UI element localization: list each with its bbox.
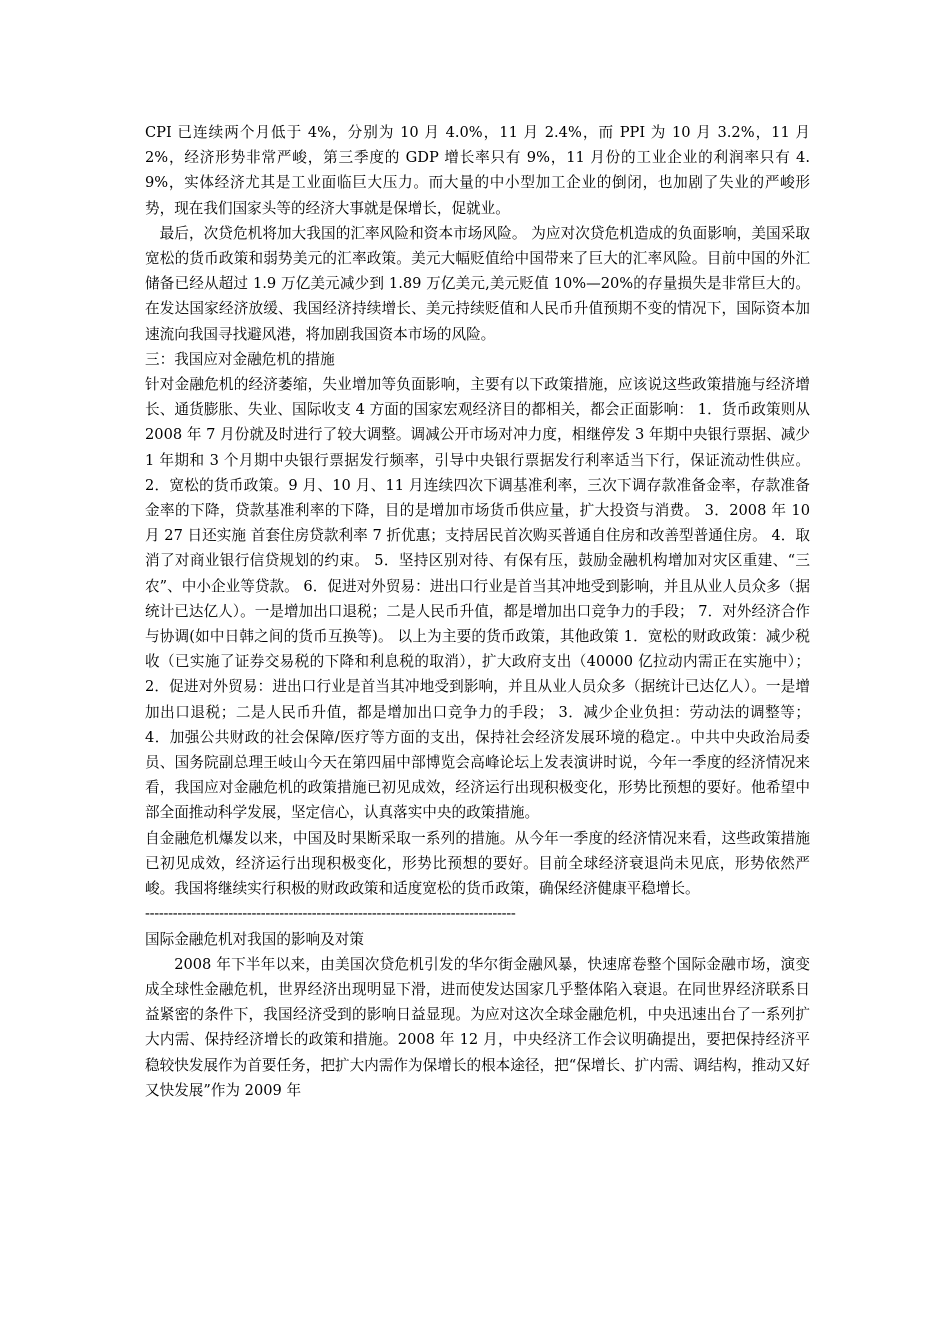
paragraph-since-crisis: 自金融危机爆发以来，中国及时果断采取一系列的措施。从今年一季度的经济情况来看，这些政策措施已初见成效，经济运行出现积极变化，形势比预想的要好。目前全球经济衰退尚未见底，形势依然严峻。我国将继续实行积极的财政政策和适度宽松的货币政策，确保经济健康平稳增长。 [145,829,810,898]
document-page [145,120,810,1103]
article-title: 国际金融危机对我国的影响及对策 [145,930,364,948]
paragraph-policy-measures: 针对金融危机的经济萎缩，失业增加等负面影响，主要有以下政策措施，应该说这些政策措施与经济增长、通货膨胀、失业、国际收支 4 方面的国家宏观经济目的都相关，都会正面影响： 1．货币政策则从 2008 年 7 月份就及时进行了较大调整。调减公开市场对冲力度，相继停发 3 年期中央银行票据、减少 1 年期和 3 个月期中央银行票据发行频率，引导中央银行票据发行利率适当下行，保证流动性供应。 2．宽松的货币政策。9 月、10 月、11 月连续四次下调基准利率，三次下调存款准备金率，存款准备金率的下降，贷款基准利率的下降，目的是增加市场货币供应量，扩大投资与消费。 3．2008 年 10 月 27 日还实施 首套住房贷款利率 7 折优惠；支持居民首次购买普通自住房和改善型普通住房。 4．取消了对商业银行信贷规划的约束。 5．坚持区别对待、有保有压，鼓励金融机构增加对灾区重建、“三农”、中小企业等贷款。 6．促进对外贸易：进出口行业是首当其冲地受到影响，并且从业人员众多（据统计已达亿人）。一是增加出口退税；二是人民币升值，都是增加出口竞争力的手段； 7．对外经济合作与协调(如中日韩之间的货币互换等)。 以上为主要的货币政策，其他政策 1．宽松的财政政策：减少税收（已实施了证券交易税的下降和利息税的取消），扩大政府支出（40000 亿拉动内需正在实施中）； 2．促进对外贸易：进出口行业是首当其冲地受到影响，并且从业人员众多（据统计已达亿人）。一是增加出口退税；二是人民币升值，都是增加出口竞争力的手段； 3．减少企业负担：劳动法的调整等； 4．加强公共财政的社会保障/医疗等方面的支出，保持社会经济发展环境的稳定.。中共中央政治局委员、国务院副总理王岐山今天在第四届中部博览会高峰论坛上发表演讲时说，今年一季度的经济情况来看，我国应对金融危机的政策措施已初见成效，经济运行出现积极变化，形势比预想的要好。他希望中部全面推动科学发展，坚定信心，认真落实中央的政策措施。 [145,376,810,822]
paragraph-inflation: CPI 已连续两个月低于 4%，分别为 10 月 4.0%，11 月 2.4%，而 PPI 为 10 月 3.2%，11 月 2%，经济形势非常严峻，第三季度的 GDP 增长率只有 9%，11 月份的工业企业的利润率只有 4.9%，实体经济尤其是工业面临巨大压力。而大量的中小型加工企业的倒闭，也加剧了失业的严峻形势，现在我们国家头等的经济大事就是保增长，促就业。 [145,124,810,217]
section-heading-measures: 三：我国应对金融危机的措施 [145,350,335,368]
dashed-divider: -------------------------------------------------------------------------------- [145,905,516,923]
paragraph-exchange-rate-risk: 最后，次贷危机将加大我国的汇率风险和资本市场风险。 为应对次贷危机造成的负面影响，美国采取宽松的货币政策和弱势美元的汇率政策。美元大幅贬值给中国带来了巨大的汇率风险。目前中国的外汇储备已经从超过 1.9 万亿美元减少到 1.89 万亿美元,美元贬值 10%—20%的存量损失是非常巨大的。在发达国家经济放缓、我国经济持续增长、美元持续贬值和人民币升值预期不变的情况下，国际资本加速流向我国寻找避风港，将加剧我国资本市场的风险。 [145,224,810,343]
paragraph-article-intro: 2008 年下半年以来，由美国次贷危机引发的华尔街金融风暴，快速席卷整个国际金融市场，演变成全球性金融危机，世界经济出现明显下滑，进而使发达国家几乎整体陷入衰退。在同世界经济联系日益紧密的条件下，我国经济受到的影响日益显现。为应对这次全球金融危机，中央迅速出台了一系列扩大内需、保持经济增长的政策和措施。2008 年 12 月，中央经济工作会议明确提出，要把保持经济平稳较快发展作为首要任务，把扩大内需作为保增长的根本途径，把“保增长、扩内需、调结构，推动又好又快发展”作为 2009 年 [145,955,810,1099]
